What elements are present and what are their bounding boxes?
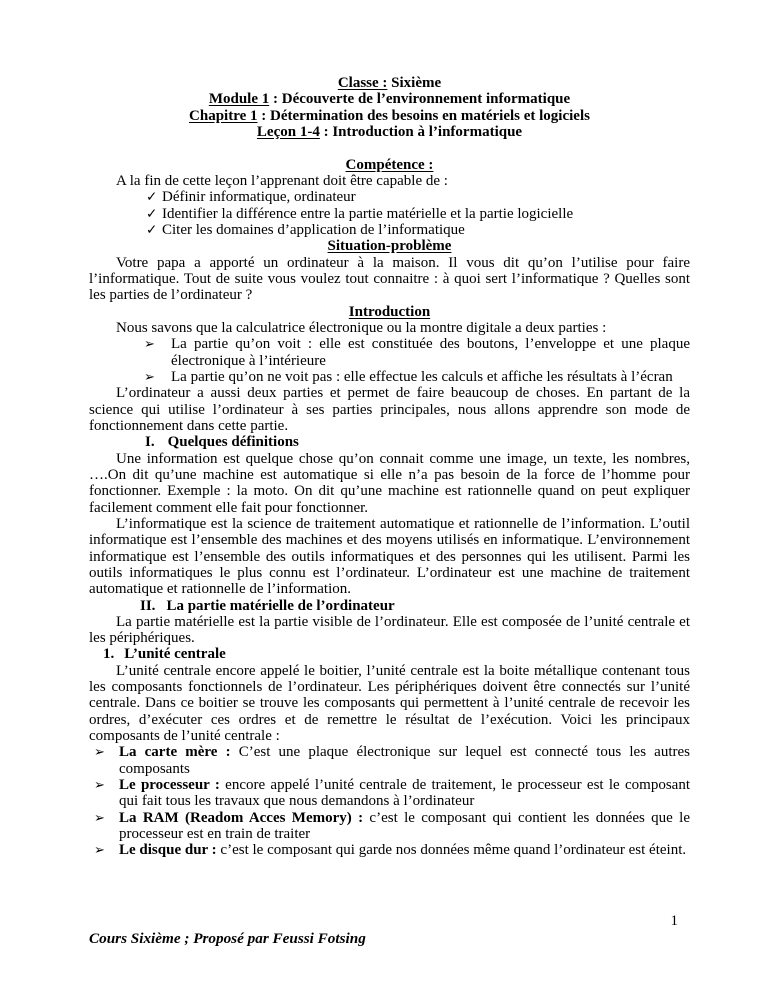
classe-label: Classe :: [337, 75, 388, 91]
component-term: La carte mère :: [119, 744, 231, 761]
component-desc: encore appelé l’unité centrale de traitement, le processeur est le composant qui fait tous les travaux que nous demandons à l’ordinateur: [119, 777, 690, 810]
section-heading-unite-centrale: [89, 646, 690, 662]
list-item: [89, 744, 690, 777]
list-item: [89, 842, 690, 858]
document-footer: Cours Sixième ; Proposé par Feussi Fotsing: [89, 930, 366, 947]
section-title: La partie matérielle de l’ordinateur: [166, 597, 395, 614]
unite-centrale-body: L’unité centrale encore appelé le boitier, l’unité centrale est la boite métallique contenant tous les composants fonctionnels de l’ordinateur. Les périphériques doivent être connectés sur l’unité centrale. Dans ce boitier se trouve les composants qui permettent à l’unité centrale de recevoir les ordres, d’exécuter ces ordres et de remettre le résultat de l’exécution. Voici les principaux composants de l’unité centrale :: [89, 662, 690, 745]
component-term: La RAM (Readom Acces Memory) :: [119, 809, 364, 826]
header-classe: [89, 75, 690, 91]
module-value: : Découverte de l’environnement informatique: [269, 91, 571, 108]
competence-list: [89, 189, 690, 238]
competence-heading: Compétence :: [345, 156, 434, 173]
lecon-value: : Introduction à l’informatique: [319, 123, 523, 140]
classe-value: Sixième: [387, 75, 442, 91]
component-term: Le processeur :: [119, 777, 220, 794]
list-item: [89, 206, 690, 222]
check-icon: ✓: [146, 189, 158, 205]
section-heading-materielle: [89, 598, 690, 614]
page-number: 1: [670, 913, 678, 929]
list-item: [89, 777, 690, 810]
header-lecon: [89, 124, 690, 140]
arrow-icon: ➢: [94, 842, 105, 858]
list-item: [89, 336, 690, 369]
competence-intro: A la fin de cette leçon l’apprenant doit être capable de :: [116, 172, 448, 189]
introduction-body: L’ordinateur a aussi deux parties et permet de faire beaucoup de choses. En partant de la science qui utilise l’ordinateur à ses parties principales, nous allons apprendre son mode de fonctionnement dans cette partie.: [89, 385, 690, 434]
introduction-list: [89, 336, 690, 385]
list-item-text: La partie qu’on ne voit pas : elle effectue les calculs et affiche les résultats à l’écran: [171, 368, 673, 385]
definitions-para2: L’informatique est la science de traitement automatique et rationnelle de l’information. L’outil informatique est l’ensemble des machines et des moyens utilisés en informatique. L’environnement informatique est l’ensemble des outils informatiques et des personnes qui les utilisent. Parmi les outils informatiques le plus connu est l’ordinateur. L’ordinateur est une machine de traitement automatique et rationnelle de l’information.: [89, 515, 690, 598]
section-number: II.: [140, 597, 156, 614]
component-term: Le disque dur :: [119, 842, 217, 859]
section-heading-definitions: [89, 434, 690, 450]
situation-heading: Situation-problème: [327, 238, 452, 255]
introduction-heading: Introduction: [348, 303, 431, 320]
list-item-text: La partie qu’on voit : elle est constituée des boutons, l’enveloppe et une plaque électronique à l’intérieure: [171, 336, 690, 369]
header-chapitre: [89, 108, 690, 124]
section-title: L’unité centrale: [124, 646, 226, 663]
chapitre-label: Chapitre 1: [189, 107, 258, 124]
document-header: [89, 75, 690, 140]
arrow-icon: ➢: [144, 368, 155, 384]
section-number: 1.: [103, 646, 115, 663]
component-desc: c’est le composant qui contient les données que le processeur est en train de traiter: [119, 809, 690, 843]
header-module: [89, 91, 690, 107]
list-item: [89, 810, 690, 843]
list-item: [89, 222, 690, 238]
situation-body: Votre papa a apporté un ordinateur à la maison. Il vous dit qu’on l’utilise pour faire l’informatique. Tout de suite vous voulez tout connaitre : à quoi sert l’informatique ? Quelles sont les parties de l’ordinateur ?: [89, 254, 690, 304]
arrow-icon: ➢: [94, 777, 105, 793]
arrow-icon: ➢: [94, 744, 105, 760]
check-icon: ✓: [146, 205, 158, 221]
list-item: [89, 369, 690, 385]
materielle-body: La partie matérielle est la partie visible de l’ordinateur. Elle est composée de l’unité centrale et les périphériques.: [89, 613, 690, 647]
introduction-lead: Nous savons que la calculatrice électronique ou la montre digitale a deux parties :: [116, 319, 607, 336]
arrow-icon: ➢: [94, 809, 105, 825]
lecon-label: Leçon 1-4: [256, 123, 320, 140]
section-title: Quelques définitions: [167, 434, 299, 451]
arrow-icon: ➢: [144, 336, 155, 352]
components-list: [89, 744, 690, 858]
definitions-para1: Une information est quelque chose qu’on connait comme une image, un texte, les nombres, ….On dit qu’une machine est automatique si elle n’a pas besoin de la force de l’homme pour fonctionner. Exemple : la moto. On dit qu’une machine est rationnelle quand on peut expliquer facilement comment elle fait pour fonctionner.: [89, 450, 690, 516]
list-item-text: Citer les domaines d’application de l’informatique: [162, 221, 465, 238]
list-item-text: Identifier la différence entre la partie matérielle et la partie logicielle: [162, 205, 574, 222]
check-icon: ✓: [146, 221, 158, 237]
list-item-text: Définir informatique, ordinateur: [162, 189, 356, 206]
component-desc: c’est le composant qui garde nos données même quand l’ordinateur est éteint.: [216, 842, 687, 859]
module-label: Module 1: [208, 91, 270, 108]
component-desc: C’est une plaque électronique sur lequel est connecté tous les autres composants: [119, 744, 690, 777]
list-item: [89, 189, 690, 205]
blank-line: [89, 140, 690, 156]
chapitre-value: : Détermination des besoins en matériels et logiciels: [257, 107, 590, 124]
section-number: I.: [145, 434, 155, 451]
